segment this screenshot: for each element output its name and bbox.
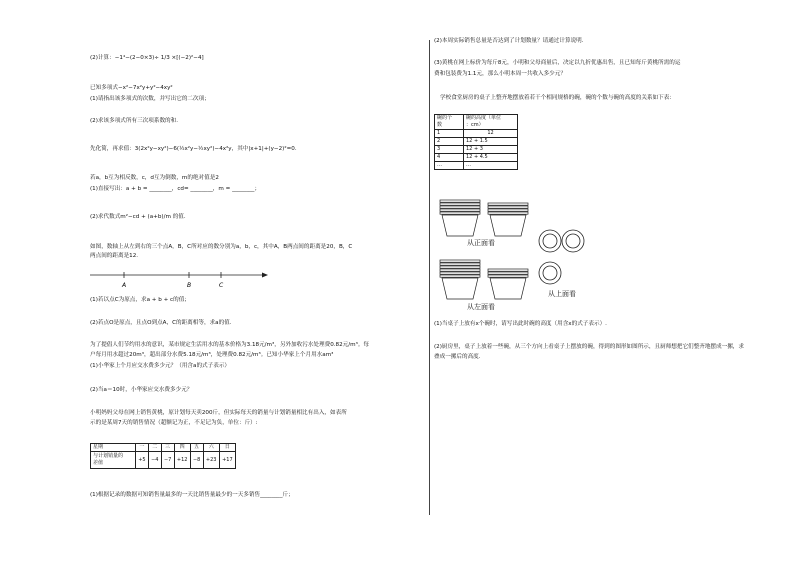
question-bowls-part1: (1)当桌子上放有x个碗时，请写出此时碗的高度（用含x的式子表示）. [434,321,607,327]
point-b-label: B [187,282,192,289]
question-polynomial-part1: (1)请指出该多项式的次数，并写出它的二次项； [90,96,210,102]
bowl-count-cell: … [435,162,464,170]
bowl-count-cell: 2 [435,138,464,146]
question-opposite-part1: (1)直接写出：a + b = ________，cd= ________，m = ________； [90,186,261,192]
question-water-intro-2: 户每月用水超过20m³，超出部分水费5.18元/m³，处理费0.82元/m³。已知小华家上个月用水am³ [90,352,334,358]
day-cell: 二 [148,444,161,452]
day-cell: 五 [190,444,203,452]
sales-table [90,443,236,469]
question-numberline-part1: (1)若以点C为原点，求a + b + c的值； [90,297,190,303]
question-bowls-intro: 学校食堂厨房的桌子上整齐地摆放着若干个相同规格的碗，碗的个数与碗的高度的关系如下表： [440,95,675,101]
question-polynomial-intro: 已知多项式−x²−7x²y+y²−4xy² [90,85,173,91]
day-cell: 三 [161,444,174,452]
sales-value-cell: +5 [136,452,149,469]
sales-value-cell: −7 [161,452,174,469]
question-sales-part3-1: (3)黄桃在网上标价为每斤8元，小明和父母商量后，决定以九折优惠出售，且已知每斤黄桃所需的运 [434,60,681,66]
question-sales-part1: (1)根据记录的数据可知销售量最多的一天比销售量最少的一天多销售________斤； [90,492,294,498]
bowls-top-view [538,228,584,294]
sales-value-cell: +23 [203,452,219,469]
question-polynomial-part2: (2)求该多项式所有三次项系数的和. [90,118,179,124]
question-numberline-intro-2: 两点间的距离是12. [90,253,139,259]
sales-value-cell: +12 [174,452,190,469]
sales-row-label [91,452,136,469]
bowl-height-cell: 12 [464,130,518,138]
bowl-height-cell: 12 + 4.5 [464,154,518,162]
sales-value-cell: +17 [219,452,235,469]
sales-header-label: 星期 [91,444,136,452]
question-calc: (2)计算：−1⁴−(2−0×3)÷ 1/3 ×[(−2)²−4] [90,55,204,61]
question-sales-part3-2: 费和包装费为1.1元，那么小明本周一共收入多少元？ [434,71,566,77]
question-numberline-intro-1: 如图，数轴上从左到右的三个点A，B，C所对应的数分别为a，b，c，其中A，B两点间的距离是20，B，C [90,244,353,250]
bowl-table [434,114,518,170]
question-sales-intro-2: 示的是某周7天的销售情况（超额记为正，不足记为负，单位：斤）: [90,420,258,426]
bowl-header-height [464,115,518,130]
question-water-part2: (2)当a＝10时，小华家应交水费多少元？ [90,387,193,393]
bowl-header-count-1: 碗的个 [437,115,453,122]
day-cell: 六 [203,444,219,452]
bowl-header-count-2: 数 [437,122,443,128]
label-left-view: 从左面看 [467,303,495,311]
bowl-count-cell: 3 [435,146,464,154]
bowl-header-height-2: ：cm） [466,122,484,128]
label-front-view: 从正面看 [467,239,495,247]
question-bowls-part2-2: 叠成一摞后的高度. [434,354,481,360]
question-simplify: 先化简，再求值：3(2x²y−xy²)−6(½x²y−½xy²)−4x²y，其中|x+1|+(y−2)²=0. [90,146,297,152]
question-numberline-part2: (2)若点O是原点，且点O到点A，C的距离相等，求a的值. [90,320,232,326]
day-cell: 日 [219,444,235,452]
question-water-intro-1: 为了提倡人们节约用水的意识，某市规定生活用水的基本价格为3.18元/m³，另外加收污水处理费0.82元/m³。每 [90,342,370,348]
number-line [90,268,270,290]
point-c-label: C [219,282,224,289]
sales-value-cell: −8 [190,452,203,469]
question-sales-intro-1: 小明妈妈父母在网上销售黄桃，原计划每天卖200斤，但实际每天的销量与计划销量相比有出入，如表所 [90,410,347,416]
question-opposite-intro: 若a，b互为相反数，c，d互为倒数，m的绝对值是2 [90,175,219,181]
question-sales-part2: (2)本周实际销售总量是否达到了计划数量？请通过计算说明. [434,38,584,44]
sales-row-label-2: 差值 [93,460,104,466]
question-water-part1: (1)小华家上个月应交水费多少元？（用含a的式子表示） [90,363,231,369]
sales-row-label-1: 与计划销量的 [93,453,124,460]
bowl-header-count [435,115,464,130]
bowl-header-height-1: 碗的高度（单位 [466,115,502,122]
bowl-height-cell: … [464,162,518,170]
sales-value-cell: −4 [148,452,161,469]
day-cell: 四 [174,444,190,452]
point-a-label: A [122,282,127,289]
bowl-count-cell: 1 [435,130,464,138]
column-divider [429,40,430,515]
label-top-view: 从上面看 [548,290,576,298]
question-bowls-part2-1: (2)厨房里，桌子上放着一些碗，从三个方向上看桌子上摆放的碗，得到的图形如图所示，且厨师想把它们整齐地摆成一摞，求 [434,344,744,350]
bowl-height-cell: 12 + 1.5 [464,138,518,146]
day-cell: 一 [136,444,149,452]
question-opposite-part2: (2)求代数式m²−cd + (a+b)/m 的值. [90,214,186,220]
bowls-left-view [440,258,535,308]
bowl-count-cell: 4 [435,154,464,162]
bowl-height-cell: 12 + 3 [464,146,518,154]
